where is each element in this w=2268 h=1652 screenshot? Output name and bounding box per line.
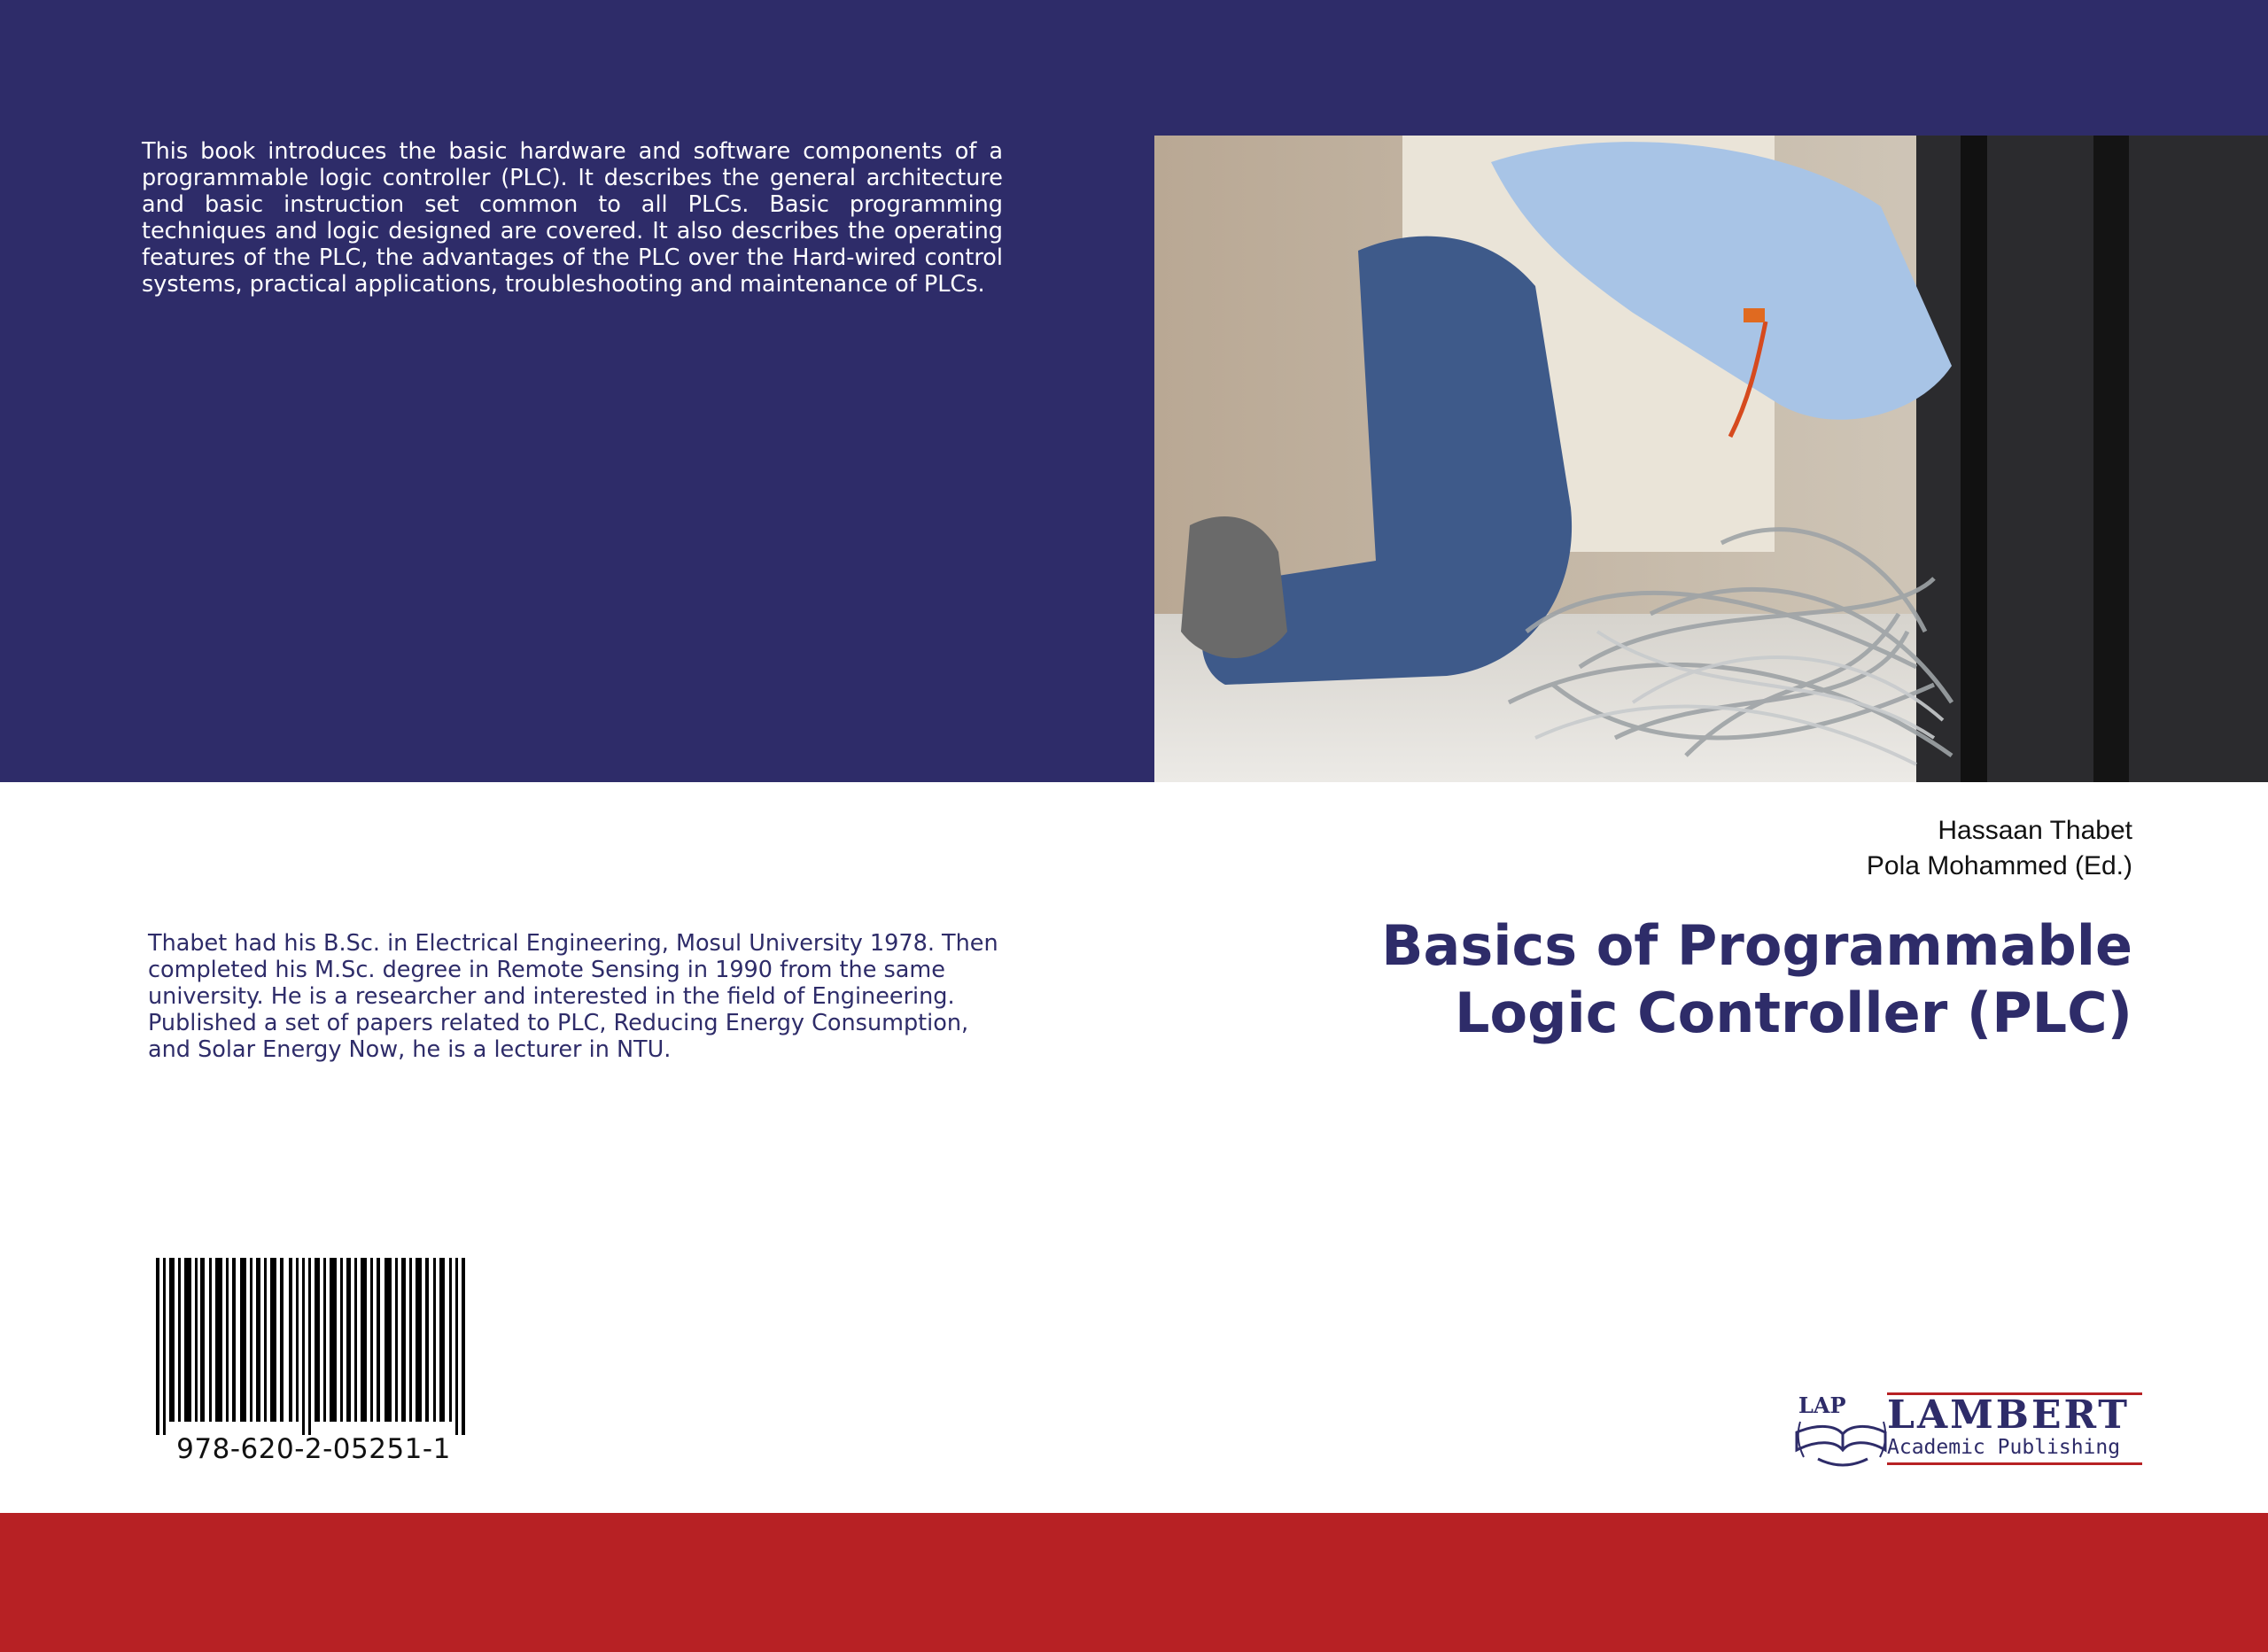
isbn-number: 978-620-2-05251-1 — [176, 1433, 451, 1465]
barcode — [156, 1258, 471, 1435]
author-bio: Thabet had his B.Sc. in Electrical Engineering, Mosul University 1978. Then completed his M.Sc. degree in Remote Sensing in 1990 from the same university. He is a researcher and interested in the field of Engineering. Published a set of papers related to PLC, Reducing Energy Consumption, and Solar Energy Now, he is a lecturer in NTU. — [148, 930, 998, 1063]
red-band — [0, 1513, 2268, 1652]
editor-name: Pola Mohammed (Ed.) — [1866, 851, 2132, 880]
book-title — [1247, 912, 2132, 1047]
cover-photo — [1154, 136, 2268, 782]
back-cover-blurb: This book introduces the basic hardware and software components of a programmable logic controller (PLC). It describes the general architecture and basic instruction set common to all PLCs. Basic programming techniques and logic designed are covered. It also describes the operating features of the PLC, the advantages of the PLC over the Hard-wired control systems, practical applications, troubleshooting and maintenance of PLCs. — [142, 138, 1003, 298]
author-block — [1867, 813, 2132, 884]
author-name: Hassaan Thabet — [1938, 816, 2132, 845]
lap-logo-letters: LAP — [1798, 1392, 1846, 1418]
publisher-name: LAMBERT — [1887, 1392, 2131, 1438]
book-title-line1: Basics of Programmable — [1381, 913, 2132, 978]
publisher-rule-bottom — [1887, 1462, 2142, 1465]
book-title-line2: Logic Controller (PLC) — [1455, 981, 2132, 1045]
publisher-subtitle: Academic Publishing — [1887, 1436, 2121, 1459]
